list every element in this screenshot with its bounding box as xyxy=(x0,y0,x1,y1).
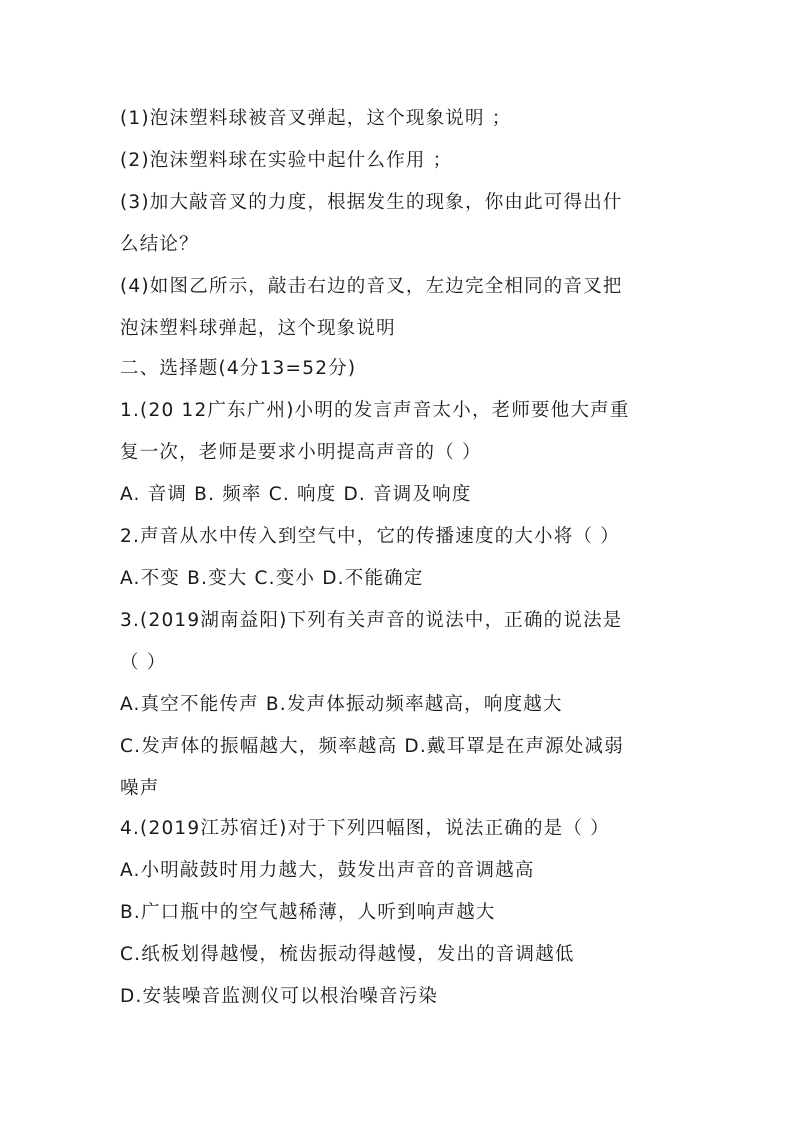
mc-question-4-text: 4.(2019江苏宿迁)对于下列四幅图，说法正确的是（ ） xyxy=(120,818,610,839)
mc-question-1-continued: 复一次，老师是要求小明提高声音的（ ） xyxy=(120,442,482,463)
mc-question-3-options-cd: C.发声体的振幅越大，频率越高 D.戴耳罩是在声源处减弱 xyxy=(120,736,624,757)
mc-question-4-option-c: C.纸板划得越慢，梳齿振动得越慢，发出的音调越低 xyxy=(120,944,575,965)
mc-question-3-options-ab: A.真空不能传声 B.发声体振动频率越高，响度越大 xyxy=(120,694,563,715)
question-3-text: (3)加大敲音叉的力度，根据发生的现象，你由此可得出什 xyxy=(120,192,623,213)
mc-question-2-options: A.不变 B.变大 C.变小 D.不能确定 xyxy=(120,568,424,589)
mc-question-4-option-d: D.安装噪音监测仪可以根治噪音污染 xyxy=(120,986,439,1007)
mc-question-3-options-continued: 噪声 xyxy=(120,778,160,799)
mc-question-1-options: A. 音调 B. 频率 C. 响度 D. 音调及响度 xyxy=(120,484,472,505)
question-1-text: (1)泡沫塑料球被音叉弹起，这个现象说明 ； xyxy=(120,108,512,129)
mc-question-1-text: 1.(20 12广东广州)小明的发言声音太小，老师要他大声重 xyxy=(120,400,630,421)
question-2-text: (2)泡沫塑料球在实验中起什么作用 ； xyxy=(120,150,453,171)
question-4-text: (4)如图乙所示，敲击右边的音叉，左边完全相同的音叉把 xyxy=(120,276,623,297)
mc-question-3-text: 3.(2019湖南益阳)下列有关声音的说法中，正确的说法是 xyxy=(120,610,623,631)
mc-question-4-option-a: A.小明敲鼓时用力越大，鼓发出声音的音调越高 xyxy=(120,860,535,881)
mc-question-3-continued: （ ） xyxy=(120,652,167,673)
mc-question-4-option-b: B.广口瓶中的空气越稀薄，人听到响声越大 xyxy=(120,902,496,923)
question-3-continued: 么结论？ xyxy=(120,234,199,255)
mc-question-2-text: 2.声音从水中传入到空气中，它的传播速度的大小将（ ） xyxy=(120,526,620,547)
question-4-continued: 泡沫塑料球弹起，这个现象说明 xyxy=(120,318,396,339)
section-heading: 二、选择题(4分13=52分) xyxy=(120,358,357,379)
